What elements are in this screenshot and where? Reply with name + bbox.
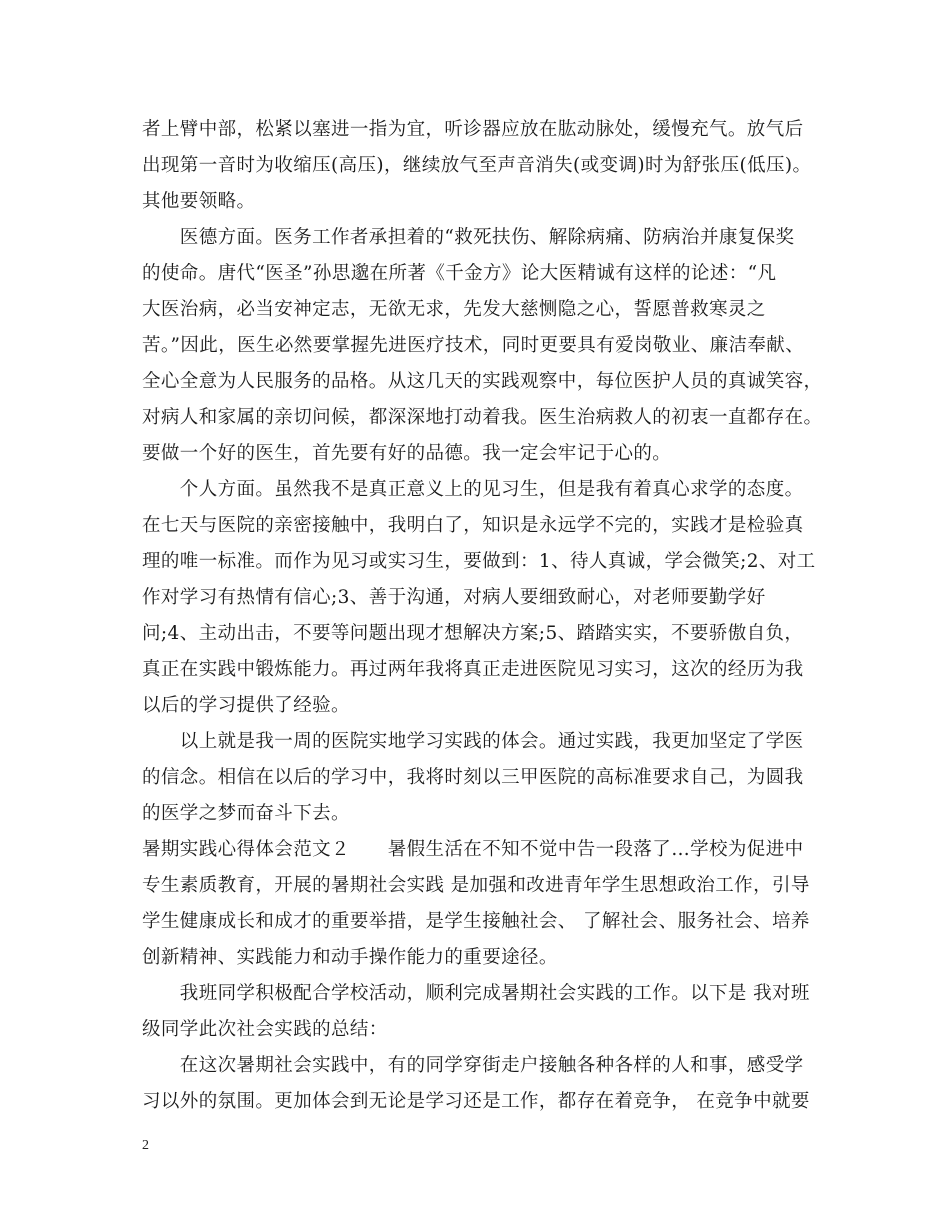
text-line: 级同学此次社会实践的总结： xyxy=(142,1019,388,1040)
text-line: 的使命。唐代“医圣”孙思邈在所著《千金方》论大医精诚有这样的论述：“凡 xyxy=(142,263,777,284)
text-line: 苦。”因此，医生必然要掌握先进医疗技术，同时更要具有爱岗敬业、廉洁奉献、 xyxy=(142,335,805,356)
text-line: 在这次暑期社会实践中，有的同学穿街走户接触各种各样的人和事，感受学 xyxy=(142,1055,804,1076)
text-line: 以后的学习提供了经验。 xyxy=(142,695,350,716)
text-line: 真正在实践中锻炼能力。再过两年我将真正走进医院见习实习，这次的经历为我 xyxy=(142,659,804,680)
text-line: 以上就是我一周的医院实地学习实践的体会。通过实践，我更加坚定了学医 xyxy=(142,731,804,752)
text-line: 个人方面。虽然我不是真正意义上的见习生，但是我有着真心求学的态度。 xyxy=(142,479,804,500)
text-line: 的医学之梦而奋斗下去。 xyxy=(142,803,350,824)
text-line: 理的唯一标准。而作为见习或实习生，要做到：1、待人真诚，学会微笑;2、对工 xyxy=(142,551,816,572)
text-line: 医德方面。医务工作者承担着的“救死扶伤、解除病痛、防病治并康复保奖 xyxy=(142,227,795,248)
page-number: 2 xyxy=(142,1138,149,1153)
text-line: 者上臂中部，松紧以塞进一指为宜，听诊器应放在肱动脉处，缓慢充气。放气后 xyxy=(142,119,804,140)
text-line: 其他要领略。 xyxy=(142,191,256,212)
text-line: 习以外的氛围。更加体会到无论是学习还是工作，都存在着竞争， 在竞争中就要 xyxy=(142,1091,810,1112)
text-line: 作对学习有热情有信心;3、善于沟通，对病人要细致耐心，对老师要勤学好 xyxy=(142,587,766,608)
text-line: 我班同学积极配合学校活动，顺利完成暑期社会实践的工作。以下是 我对班 xyxy=(142,983,810,1004)
text-line: 大医治病，必当安神定志，无欲无求，先发大慈恻隐之心，誓愿普救寒灵之 xyxy=(142,299,766,320)
text-line: 暑期实践心得体会范文２ 暑假生活在不知不觉中告一段落了…学校为促进中 xyxy=(142,839,804,860)
text-line: 要做一个好的医生，首先要有好的品德。我一定会牢记于心的。 xyxy=(142,443,672,464)
text-line: 创新精神、实践能力和动手操作能力的重要途径。 xyxy=(142,947,558,968)
text-line: 学生健康成长和成才的重要举措，是学生接触社会、 了解社会、服务社会、培养 xyxy=(142,911,810,932)
text-line: 问;4、主动出击，不要等问题出现才想解决方案;5、踏踏实实，不要骄傲自负， xyxy=(142,623,804,644)
text-line: 在七天与医院的亲密接触中，我明白了，知识是永远学不完的，实践才是检验真 xyxy=(142,515,804,536)
text-line: 对病人和家属的亲切问候，都深深地打动着我。医生治病救人的初衷一直都存在。 xyxy=(142,407,823,428)
text-line: 的信念。相信在以后的学习中，我将时刻以三甲医院的高标准要求自己，为圆我 xyxy=(142,767,804,788)
text-line: 专生素质教育，开展的暑期社会实践 是加强和改进青年学生思想政治工作，引导 xyxy=(142,875,810,896)
text-line: 出现第一音时为收缩压(高压)，继续放气至声音消失(或变调)时为舒张压(低压)。 xyxy=(142,155,812,176)
text-line: 全心全意为人民服务的品格。从这几天的实践观察中，每位医护人员的真诚笑容， xyxy=(142,371,823,392)
